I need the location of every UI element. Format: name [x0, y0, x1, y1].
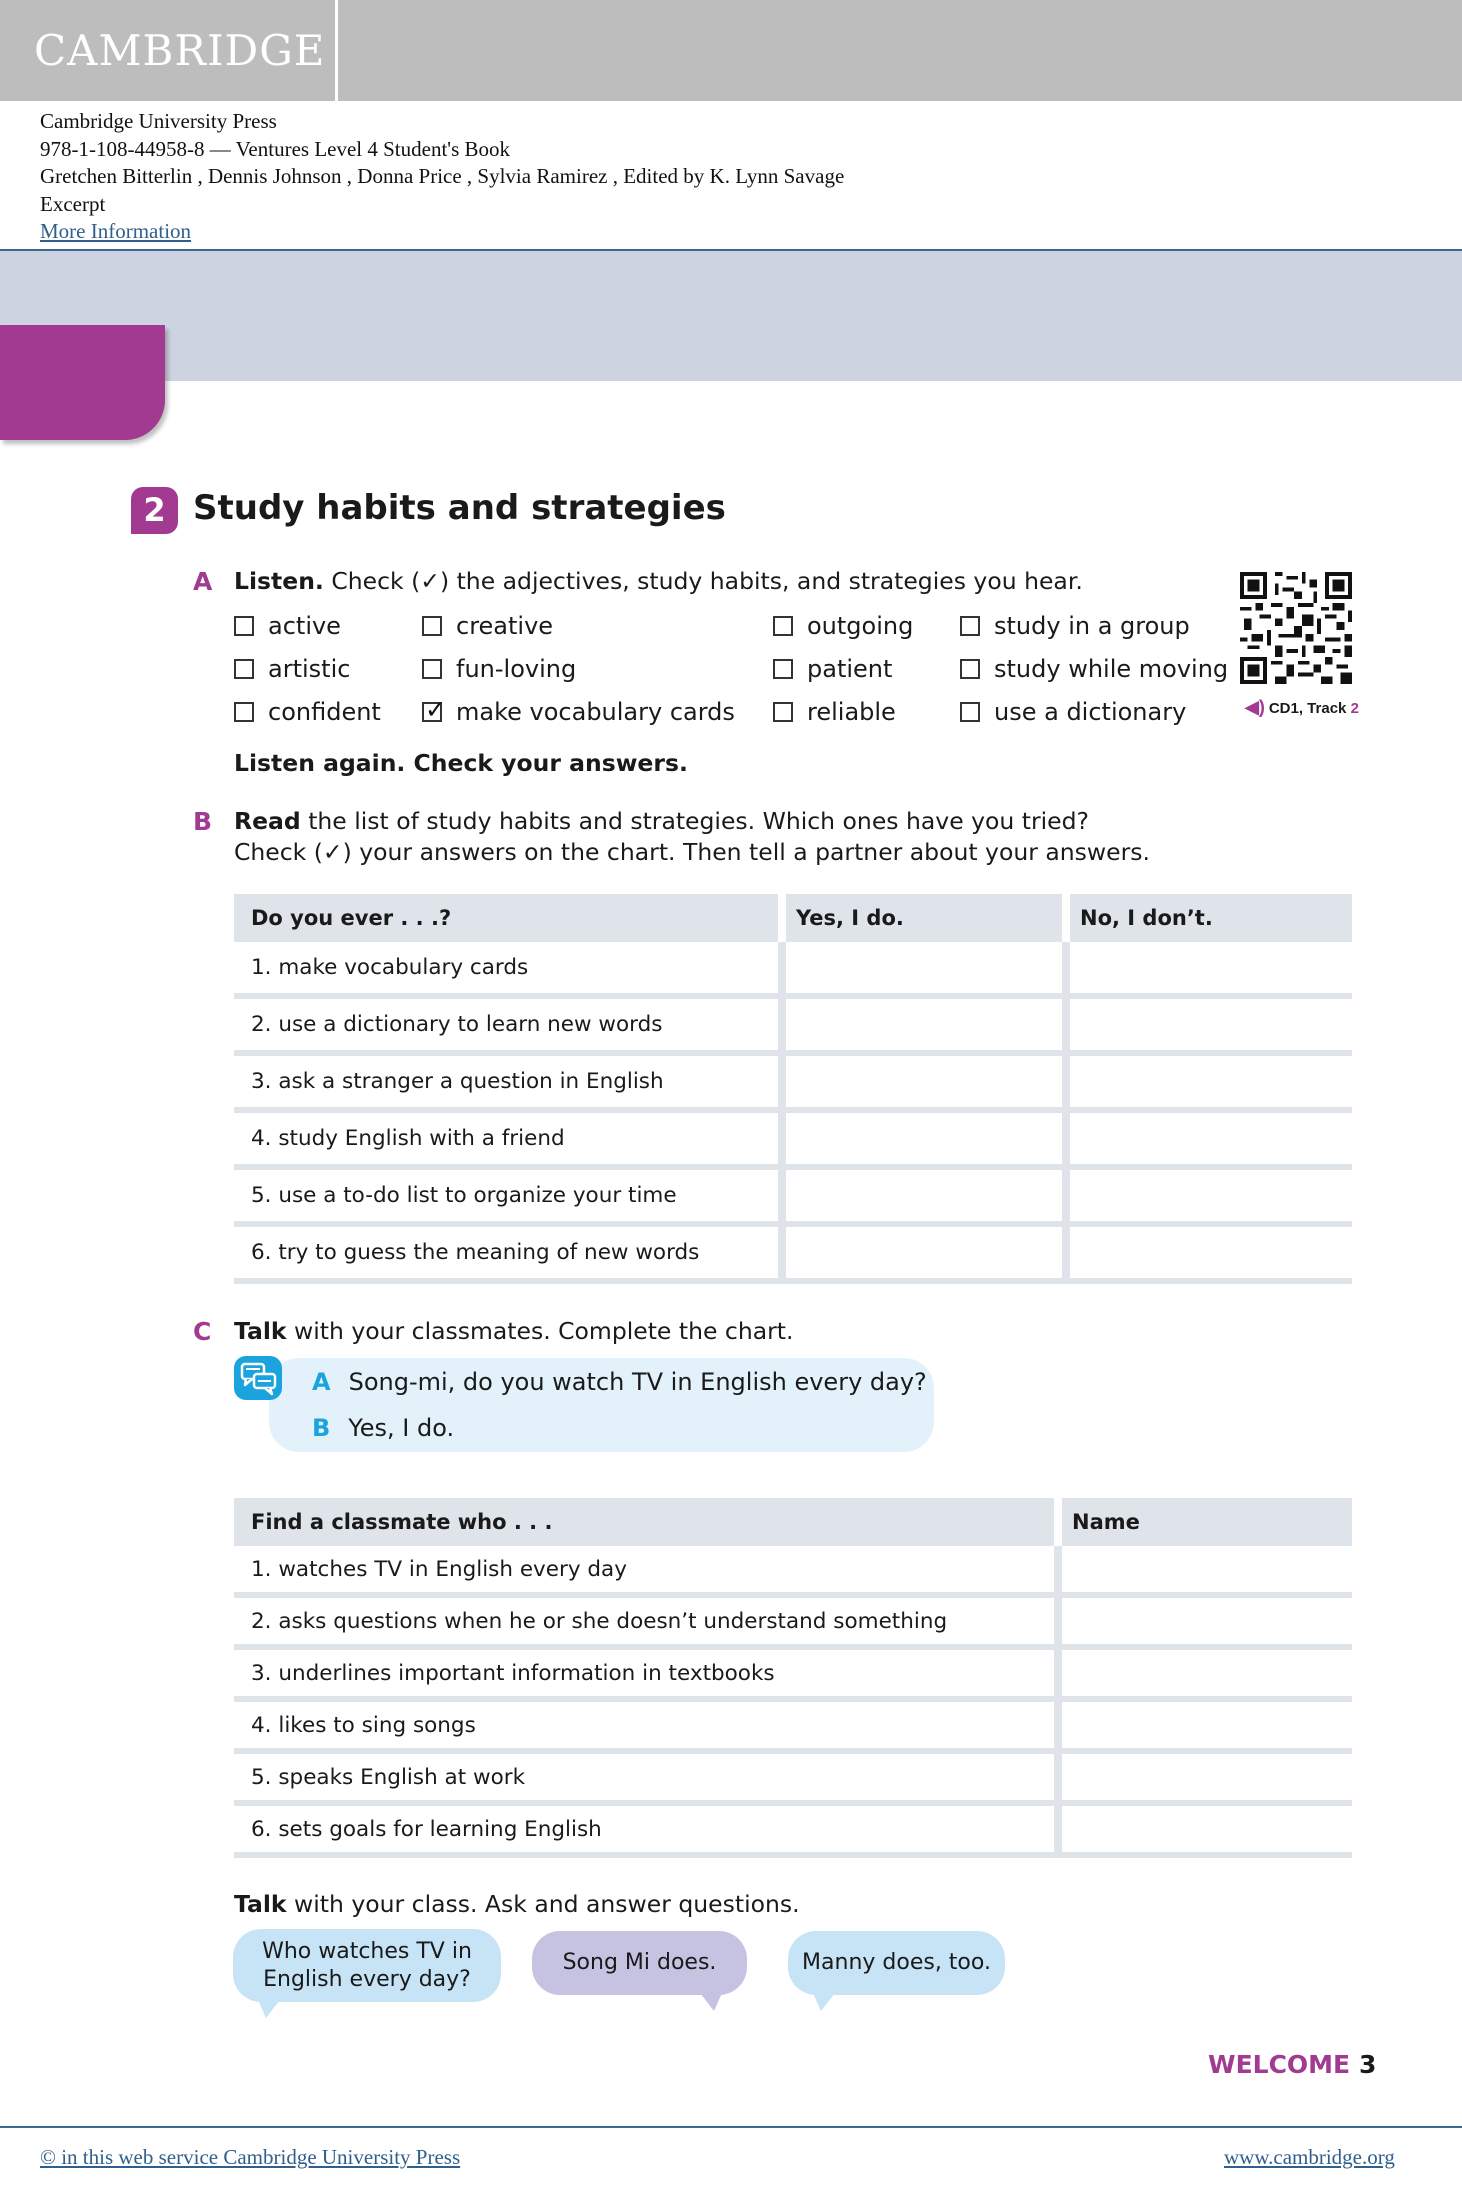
no-cell[interactable] [1062, 1113, 1352, 1164]
checkbox-make-vocabulary-cards[interactable]: ✓make vocabulary cards [422, 698, 735, 726]
checkbox-patient[interactable]: patient [773, 655, 892, 683]
footer-section-label: WELCOME [1208, 2050, 1351, 2079]
pink-tab [0, 325, 165, 440]
row-label: 3. ask a stranger a question in English [251, 1069, 664, 1094]
table-row [234, 1598, 1352, 1650]
authors-line: Gretchen Bitterlin , Dennis Johnson , Donna Price , Sylvia Ramirez , Edited by K. Lynn Savage [40, 164, 845, 188]
checkbox-box-checked[interactable] [422, 702, 442, 722]
table-row [234, 1227, 1352, 1284]
row-label: 5. speaks English at work [251, 1764, 526, 1790]
part-a-lead: Listen. [234, 567, 324, 595]
audio-track-label[interactable]: ◀) CD1, Track 2 [1245, 697, 1359, 717]
name-cell[interactable] [1054, 1702, 1352, 1748]
table-row [234, 1546, 1352, 1598]
table-header-row [234, 894, 1352, 942]
name-cell[interactable] [1054, 1754, 1352, 1800]
yes-cell[interactable] [778, 1113, 1062, 1164]
checkbox-box[interactable] [773, 702, 793, 722]
column-header: Do you ever . . .? [251, 906, 452, 930]
checkbox-fun-loving[interactable]: fun-loving [422, 655, 576, 683]
checkbox-active[interactable]: active [234, 612, 341, 640]
checkbox-artistic[interactable]: artistic [234, 655, 350, 683]
checkbox-study-in-a-group[interactable]: study in a group [960, 612, 1190, 640]
website-link[interactable]: www.cambridge.org [1224, 2145, 1395, 2169]
checkbox-box[interactable] [422, 659, 442, 679]
talk-class-lead: Talk [234, 1890, 287, 1918]
table-row [234, 1702, 1352, 1754]
speaker-a: A [312, 1368, 331, 1396]
copyright-link[interactable]: © in this web service Cambridge University Press [40, 2145, 461, 2169]
footer-rule [0, 2126, 1462, 2128]
column-header: Yes, I do. [778, 894, 1062, 942]
speaker-b: B [312, 1414, 331, 1442]
table-row [234, 1754, 1352, 1806]
speech-bubble-answer-1: Song Mi does. [532, 1931, 747, 1995]
checkbox-box[interactable] [960, 702, 980, 722]
no-cell[interactable] [1062, 999, 1352, 1050]
part-a-text: Check (✓) the adjectives, study habits, and strategies you hear. [323, 567, 1083, 595]
checkbox-reliable[interactable]: reliable [773, 698, 896, 726]
name-cell[interactable] [1054, 1546, 1352, 1592]
checkbox-use-a-dictionary[interactable]: use a dictionary [960, 698, 1186, 726]
table-row [234, 1170, 1352, 1227]
checkbox-box[interactable] [773, 659, 793, 679]
speech-bubble-question: Who watches TV in English every day? [233, 1929, 501, 2002]
part-c-letter: C [193, 1317, 212, 1346]
checkbox-outgoing[interactable]: outgoing [773, 612, 913, 640]
table-row [234, 1056, 1352, 1113]
speech-bubble-answer-2: Manny does, too. [788, 1931, 1005, 1995]
qr-code-icon[interactable] [1240, 572, 1352, 684]
no-cell[interactable] [1062, 1170, 1352, 1221]
part-b-letter: B [193, 807, 213, 836]
part-a-instruction [234, 566, 1083, 597]
checkbox-box[interactable] [960, 616, 980, 636]
bubble-tail [813, 1993, 835, 2011]
find-a-classmate-table [234, 1498, 1352, 1858]
cambridge-logo: CAMBRIDGE [34, 26, 326, 75]
part-c-instruction: Talk with your classmates. Complete the chart. [234, 1317, 794, 1345]
row-label: 3. underlines important information in textbooks [251, 1660, 775, 1686]
more-information-link[interactable]: More Information [40, 219, 192, 243]
excerpt-label: Excerpt [40, 191, 106, 216]
chat-bubbles-icon [233, 1355, 283, 1401]
section-title: Study habits and strategies [193, 488, 726, 528]
row-label: 4. likes to sing songs [251, 1712, 476, 1738]
section-number: 2 [131, 487, 178, 534]
yes-cell[interactable] [778, 1056, 1062, 1107]
listen-again: Listen again. Check your answers. [234, 749, 688, 777]
page-band [0, 251, 1462, 381]
publisher-name: Cambridge University Press [40, 109, 277, 133]
table-row [234, 942, 1352, 999]
page-number: 3 [1359, 2050, 1377, 2079]
part-c-lead: Talk [234, 1317, 287, 1345]
table-row [234, 999, 1352, 1056]
row-label: 2. use a dictionary to learn new words [251, 1012, 663, 1037]
part-a-letter: A [193, 567, 213, 596]
name-cell[interactable] [1054, 1650, 1352, 1696]
yes-cell[interactable] [778, 1170, 1062, 1221]
table-row [234, 1806, 1352, 1858]
table-header-row [234, 1498, 1352, 1546]
table-row [234, 1113, 1352, 1170]
part-b-lead: Read [234, 807, 301, 835]
publication-info [40, 108, 844, 246]
column-header: Find a classmate who . . . [251, 1510, 553, 1534]
row-label: 1. make vocabulary cards [251, 955, 529, 980]
no-cell[interactable] [1062, 1227, 1352, 1278]
checkbox-confident[interactable]: confident [234, 698, 381, 726]
bubble-tail [700, 1993, 722, 2011]
logo-box [0, 0, 338, 101]
checkbox-box[interactable] [960, 659, 980, 679]
bubble-tail [258, 2000, 280, 2018]
row-label: 5. use a to-do list to organize your time [251, 1183, 677, 1208]
speaker-icon: ◀) [1245, 697, 1265, 717]
checkbox-box[interactable] [422, 616, 442, 636]
row-label: 4. study English with a friend [251, 1126, 565, 1151]
name-cell[interactable] [1054, 1598, 1352, 1644]
column-header: No, I don’t. [1062, 894, 1352, 942]
no-cell[interactable] [1062, 942, 1352, 993]
checkbox-box[interactable] [234, 702, 254, 722]
checkbox-box[interactable] [234, 616, 254, 636]
table-row [234, 1650, 1352, 1702]
yes-cell[interactable] [778, 1227, 1062, 1278]
name-cell[interactable] [1054, 1806, 1352, 1852]
header-band [0, 0, 1462, 101]
checkbox-study-while-moving[interactable]: study while moving [960, 655, 1228, 683]
conversation-line-b: B Yes, I do. [312, 1414, 455, 1442]
yes-cell[interactable] [778, 942, 1062, 993]
talk-class-instruction: Talk with your class. Ask and answer questions. [234, 1890, 800, 1918]
checkbox-creative[interactable]: creative [422, 612, 553, 640]
checkbox-box[interactable] [234, 659, 254, 679]
conversation-line-a: A Song-mi, do you watch TV in English every day? [312, 1368, 927, 1396]
checkbox-box[interactable] [773, 616, 793, 636]
row-label: 6. sets goals for learning English [251, 1816, 602, 1842]
column-header: Name [1054, 1498, 1352, 1546]
part-b-instruction: Read the list of study habits and strategies. Which ones have you tried? Check (✓) your answers on the chart. Then tell a partner about your answers. [234, 807, 1150, 866]
row-label: 2. asks questions when he or she doesn’t understand something [251, 1608, 948, 1634]
no-cell[interactable] [1062, 1056, 1352, 1107]
yes-cell[interactable] [778, 999, 1062, 1050]
row-label: 1. watches TV in English every day [251, 1556, 627, 1582]
row-label: 6. try to guess the meaning of new words [251, 1240, 700, 1265]
study-habits-table [234, 894, 1352, 1284]
isbn-line: 978-1-108-44958-8 — Ventures Level 4 Student's Book [40, 136, 511, 161]
